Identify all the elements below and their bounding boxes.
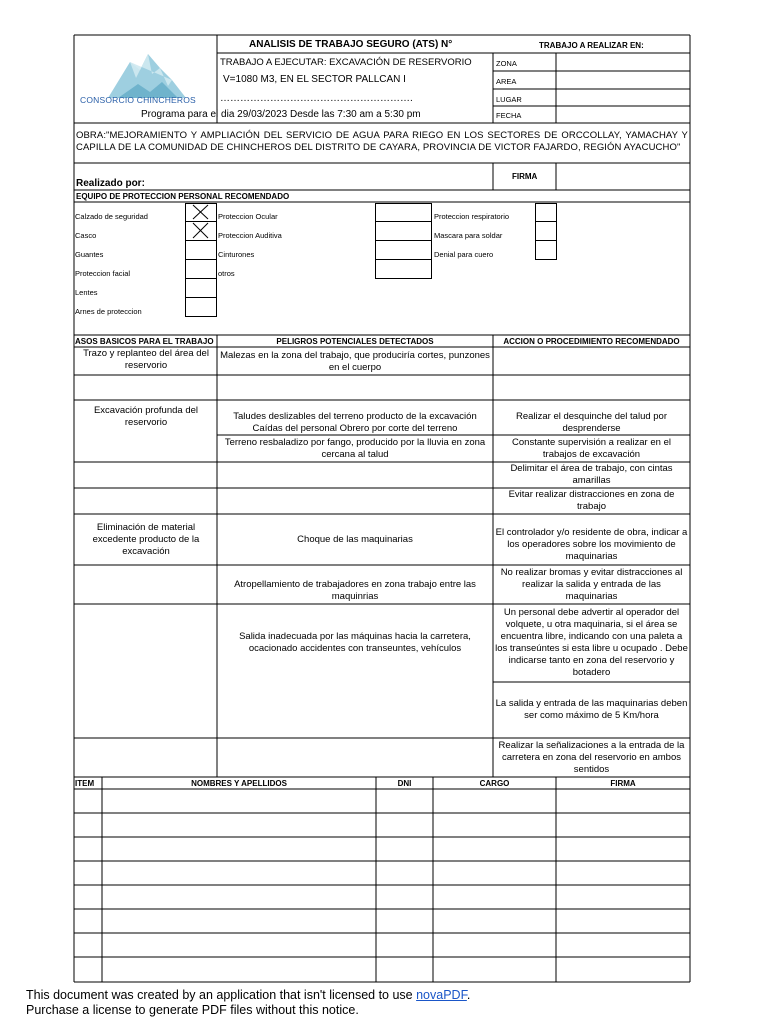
realizado-por-label: Realizado por: xyxy=(76,178,145,189)
peligro-salida: Salida inadecuada por las máquinas hacia la carretera, ocacionado accidentes con transeuntes, vehículos xyxy=(239,631,471,654)
col-header-accion: ACCION O PROCEDIMIENTO RECOMENDADO xyxy=(503,337,680,346)
epp-facial-checkbox[interactable] xyxy=(185,259,217,279)
volumen-text: V=1080 M3, EN EL SECTOR PALLCAN I xyxy=(223,74,406,85)
obra-text: OBRA:"MEJORAMIENTO Y AMPLIACIÓN DEL SERVICIO DE AGUA PARA RIEGO EN LOS SECTORES DE ORCCOLLAY, YAMACHAY Y CAPILLA DE LA COMUNIDAD DE CHINCHEROS DEL DISTRITO DE CAYARA, PROVINCIA DE VICTOR FAJARDO, REGIÓN AYACUCHO" xyxy=(76,130,688,153)
epp-ocular-checkbox[interactable] xyxy=(375,203,432,222)
epp-ocular-label: Proteccion Ocular xyxy=(218,212,278,221)
epp-casco-checkbox[interactable] xyxy=(185,221,217,241)
epp-calzado-label: Calzado de seguridad xyxy=(75,212,148,221)
firma-label: FIRMA xyxy=(512,172,538,181)
epp-auditiva-label: Proteccion Auditiva xyxy=(218,231,282,240)
notice-line2: Purchase a license to generate PDF files without this notice. xyxy=(26,1003,359,1017)
paso-excavacion: Excavación profunda del reservorio xyxy=(93,405,199,428)
trabajo-ejecutar-text: TRABAJO A EJECUTAR: EXCAVACIÓN DE RESERVORIO xyxy=(220,57,472,68)
epp-lentes-label: Lentes xyxy=(75,288,98,297)
form-title: ANALISIS DE TRABAJO SEGURO (ATS) N° xyxy=(249,39,453,50)
accion-supervision: Constante supervisión a realizar en el trabajos de excavación xyxy=(512,436,671,460)
zona-label: ZONA xyxy=(496,59,517,68)
epp-otros-checkbox[interactable] xyxy=(375,259,432,279)
epp-respiratorio-label: Proteccion respiratorio xyxy=(434,212,510,221)
notice-text: This document was created by an application that isn't licensed to use xyxy=(26,988,417,1002)
personal-header-nombres: NOMBRES Y APELLIDOS xyxy=(191,779,287,788)
epp-guantes-label: Guantes xyxy=(75,250,104,259)
epp-mascara-label: Mascara para soldar xyxy=(434,231,503,240)
epp-denial-label: Denial para cuero xyxy=(434,250,494,259)
col-header-peligros: PELIGROS POTENCIALES DETECTADOS xyxy=(276,337,434,346)
epp-lentes-checkbox[interactable] xyxy=(185,278,217,298)
epp-calzado-checkbox[interactable] xyxy=(185,203,217,222)
epp-mascara-checkbox[interactable] xyxy=(535,221,557,241)
dots-text: …………………………………………………. xyxy=(220,93,413,104)
notice-period: . xyxy=(466,988,471,1002)
epp-respiratorio-checkbox[interactable] xyxy=(535,203,557,222)
peligro-atropellamiento: Atropellamiento de trabajadores en zona trabajo entre las maquinrias xyxy=(234,579,476,602)
lugar-label: LUGAR xyxy=(496,95,522,104)
accion-controlador: El controlador y/o residente de obra, indicar a los operadores sobre los movimiento de maquinarias xyxy=(495,527,688,562)
accion-advertir: Un personal debe advertir al operador del volquete, u otra maquinaria, si el área se encuentra libre, indicando con una paleta a los transeúntes si esta libre u ocupado . Debe indicarse tanto en zona del reservorio y botadero xyxy=(495,607,688,678)
epp-cinturones-label: Cinturones xyxy=(218,250,255,259)
peligro-choque: Choque de las maquinarias xyxy=(297,534,413,545)
novapdf-link[interactable]: novaPDF xyxy=(416,988,467,1002)
epp-otros-label: otros xyxy=(218,269,235,278)
personal-header-firma: FIRMA xyxy=(610,779,636,788)
epp-casco-label: Casco xyxy=(75,231,97,240)
peligro-malezas: Malezas en la zona del trabajo, que produciría cortes, punzones en el cuerpo xyxy=(220,349,490,373)
epp-guantes-checkbox[interactable] xyxy=(185,240,217,260)
personal-header-item: ITEM xyxy=(75,779,95,788)
paso-eliminacion: Eliminación de material excedente producto de la excavación xyxy=(92,522,200,557)
company-logo xyxy=(78,40,214,120)
accion-desquinche: Realizar el desquinche del talud por desprenderse xyxy=(515,411,668,434)
logo-text: CONSORCIO CHINCHEROS xyxy=(80,95,196,105)
epp-arnes-label: Arnes de proteccion xyxy=(75,307,142,316)
license-notice xyxy=(26,988,746,1018)
paso-trazo: Trazo y replanteo del área del reservorio xyxy=(83,348,209,371)
personal-header-dni: DNI xyxy=(397,779,412,788)
accion-bromas: No realizar bromas y evitar distracciones al realizar la salida y entrada de las maquinarias xyxy=(500,566,683,602)
epp-heading: EQUIPO DE PROTECCION PERSONAL RECOMENDADO xyxy=(76,192,290,201)
area-label: AREA xyxy=(496,77,517,86)
accion-distracciones: Evitar realizar distracciones en zona de trabajo xyxy=(508,489,675,512)
accion-velocidad: La salida y entrada de las maquinarias deben ser como máximo de 5 Km/hora xyxy=(495,698,688,721)
fecha-label: FECHA xyxy=(496,111,522,120)
col-header-pasos: ASOS BASICOS PARA EL TRABAJO xyxy=(75,337,214,346)
epp-auditiva-checkbox[interactable] xyxy=(375,221,432,241)
peligro-taludes: Taludes deslizables del terreno producto de la excavación Caídas del personal Obrero por corte del terreno xyxy=(233,411,477,434)
programa-text: Programa para el dia 29/03/2023 Desde las 7:30 am a 5:30 pm xyxy=(141,109,421,120)
personal-header-cargo: CARGO xyxy=(479,779,510,788)
accion-senalizaciones: Realizar la señalizaciones a la entrada de la carretera en zona del reservorio en ambos sentidos xyxy=(498,740,685,775)
epp-cinturones-checkbox[interactable] xyxy=(375,240,432,260)
epp-facial-label: Proteccion facial xyxy=(75,269,131,278)
trabajo-realizar-label: TRABAJO A REALIZAR EN: xyxy=(539,41,644,50)
peligro-terreno: Terreno resbaladizo por fango, producido por la lluvia en zona cercana al talud xyxy=(224,436,486,460)
accion-delimitar: Delimitar el área de trabajo, con cintas amarillas xyxy=(510,463,673,486)
epp-denial-checkbox[interactable] xyxy=(535,240,557,260)
epp-arnes-checkbox[interactable] xyxy=(185,297,217,317)
